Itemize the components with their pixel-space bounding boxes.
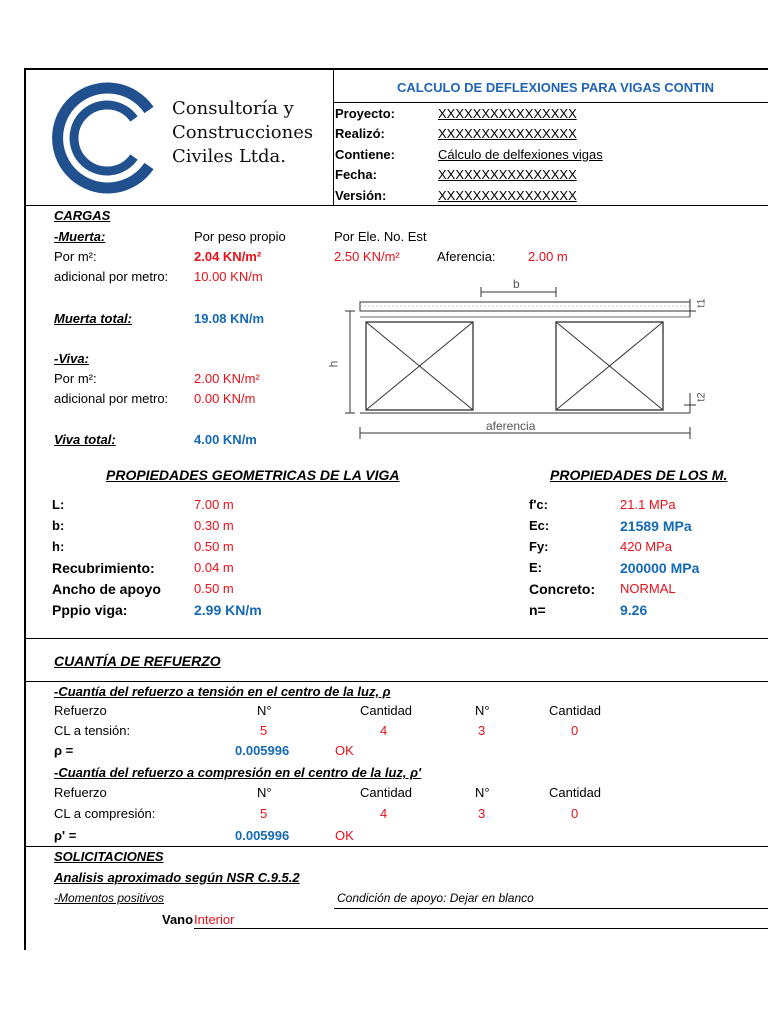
compresion-col-n2: N° [475,785,490,800]
viva-por-m2-value[interactable]: 2.00 KN/m² [194,371,260,386]
section-divider-1 [24,638,768,639]
rho-ok: OK [335,743,354,758]
geom-label-recubrimiento: Recubrimiento: [52,560,155,576]
compresion-n1-value[interactable]: 5 [260,806,268,821]
rhop-value: 0.005996 [235,828,290,843]
field-value-proyecto[interactable]: XXXXXXXXXXXXXXXX [438,106,577,121]
geom-value-ancho-apoyo[interactable]: 0.50 m [194,581,234,596]
por-peso-propio: Por peso propio [194,229,286,244]
tension-title: -Cuantía del refuerzo a tensión en el centro de la luz, ρ [54,684,391,699]
mat-title: PROPIEDADES DE LOS M. [550,467,728,483]
vano-value[interactable]: Interior [194,912,235,927]
field-label-proyecto: Proyecto: [335,106,395,121]
field-value-fecha[interactable]: XXXXXXXXXXXXXXXX [438,167,577,182]
geom-label-b: b: [52,518,65,533]
tension-col-cantidad2: Cantidad [549,703,602,718]
muerta-total-value: 19.08 KN/m [194,311,265,326]
tension-col-n2: N° [475,703,490,718]
company-name-line1: Consultoría y [172,98,294,119]
field-label-fecha: Fecha: [335,167,377,182]
viva-por-m2-label: Por m²: [54,371,97,386]
muerta-por-m2-label: Por m²: [54,249,97,264]
field-value-realizo[interactable]: XXXXXXXXXXXXXXXX [438,126,577,141]
muerta-total-label: Muerta total: [54,311,132,326]
mat-value-fy[interactable]: 420 MPa [620,539,673,554]
mat-label-ec: Ec: [529,518,550,533]
compresion-col-cantidad1: Cantidad [360,785,413,800]
cuantia-bottom-divider [24,846,768,847]
muerta-por-m2-value: 2.04 KN/m² [194,249,262,264]
mat-label-n: n= [529,602,546,618]
viva-adicional-value[interactable]: 0.00 KN/m [194,391,256,406]
diagram-label-t2: t2 [695,392,708,402]
company-name-line2: Construcciones [172,122,314,143]
tension-col-cantidad1: Cantidad [360,703,413,718]
geom-label-ancho-apoyo: Ancho de apoyo [52,581,161,597]
solic-subtitle: Analisis aproximado según NSR C.9.5.2 [54,870,300,885]
geom-label-h: h: [52,539,65,554]
tension-col-n1: N° [257,703,272,718]
field-value-version[interactable]: XXXXXXXXXXXXXXXX [438,188,577,203]
field-value-contiene[interactable]: Cálculo de delfexiones vigas [438,147,603,162]
tension-n2-value[interactable]: 3 [478,723,486,738]
muerta-label: -Muerta: [54,229,106,244]
compresion-c1-value[interactable]: 4 [380,806,388,821]
field-label-version: Versión: [335,188,387,203]
mat-value-concreto[interactable]: NORMAL [620,581,676,596]
momentos-positivos: -Momentos positivos [54,891,165,905]
viva-total-value: 4.00 KN/m [194,432,257,447]
tension-col-refuerzo: Refuerzo [54,703,107,718]
compresion-col-cantidad2: Cantidad [549,785,602,800]
geom-value-h[interactable]: 0.50 m [194,539,234,554]
mat-label-e: E: [529,560,542,575]
cuantia-divider [24,681,768,682]
geom-value-b[interactable]: 0.30 m [194,518,234,533]
vano-divider [194,928,768,929]
compresion-c2-value[interactable]: 0 [571,806,579,821]
por-ele-no-est: Por Ele. No. Est [334,229,427,244]
geom-value-pppio: 2.99 KN/m [194,602,262,618]
compresion-col-refuerzo: Refuerzo [54,785,107,800]
mat-label-fc: f'c: [529,497,548,512]
page-title: CALCULO DE DEFLEXIONES PARA VIGAS CONTIN [397,80,715,95]
solic-divider [334,908,768,909]
compresion-title: -Cuantía del refuerzo a compresión en el centro de la luz, ρ' [54,765,422,780]
field-label-realizo: Realizó: [335,126,385,141]
header-bottom [24,205,768,206]
aferencia-value[interactable]: 2.00 m [528,249,568,264]
aferencia-label: Aferencia: [437,249,496,264]
tension-n1-value[interactable]: 5 [260,723,268,738]
geom-title: PROPIEDADES GEOMETRICAS DE LA VIGA [106,467,400,483]
por-ele-value[interactable]: 2.50 KN/m² [334,249,400,264]
header-divider [333,68,334,206]
rho-label: ρ = [54,743,74,758]
mat-label-fy: Fy: [529,539,549,554]
diagram-label-aferencia: aferencia [486,419,536,433]
mat-label-concreto: Concreto: [529,581,596,597]
compresion-row-label: CL a compresión: [54,806,156,821]
tension-row-label: CL a tensión: [54,723,131,738]
beam-section-diagram [326,275,726,445]
geom-label-pppio: Pppio viga: [52,602,128,618]
frame-top [24,68,768,70]
rho-value: 0.005996 [235,743,290,758]
viva-adicional-label: adicional por metro: [54,391,169,406]
solic-title: SOLICITACIONES [54,849,164,864]
diagram-label-t1: t1 [695,298,708,308]
diagram-label-h: h [326,360,341,368]
compresion-col-n1: N° [257,785,272,800]
vano-label: Vano [162,912,194,927]
compresion-n2-value[interactable]: 3 [478,806,486,821]
rhop-label: ρ' = [54,828,77,843]
muerta-adicional-value[interactable]: 10.00 KN/m [194,269,263,284]
diagram-label-b: b [513,277,520,291]
mat-value-e: 200000 MPa [620,560,700,576]
tension-c1-value[interactable]: 4 [380,723,388,738]
cuantia-title: CUANTÍA DE REFUERZO [54,653,221,669]
frame-left [24,68,26,950]
company-logo [48,80,164,196]
viva-total-label: Viva total: [54,432,116,447]
geom-value-l[interactable]: 7.00 m [194,497,234,512]
geom-label-l: L: [52,497,65,512]
muerta-adicional-label: adicional por metro: [54,269,169,284]
viva-label: -Viva: [54,351,89,366]
rhop-ok: OK [335,828,354,843]
mat-value-fc[interactable]: 21.1 MPa [620,497,676,512]
condicion-apoyo: Condición de apoyo: Dejar en blanco [337,891,534,905]
mat-value-n: 9.26 [620,602,648,618]
cargas-title: CARGAS [54,208,111,223]
mat-value-ec: 21589 MPa [620,518,692,534]
tension-c2-value[interactable]: 0 [571,723,579,738]
geom-value-recubrimiento[interactable]: 0.04 m [194,560,234,575]
header-title-underline [333,102,768,103]
company-name-line3: Civiles Ltda. [172,146,286,167]
field-label-contiene: Contiene: [335,147,395,162]
